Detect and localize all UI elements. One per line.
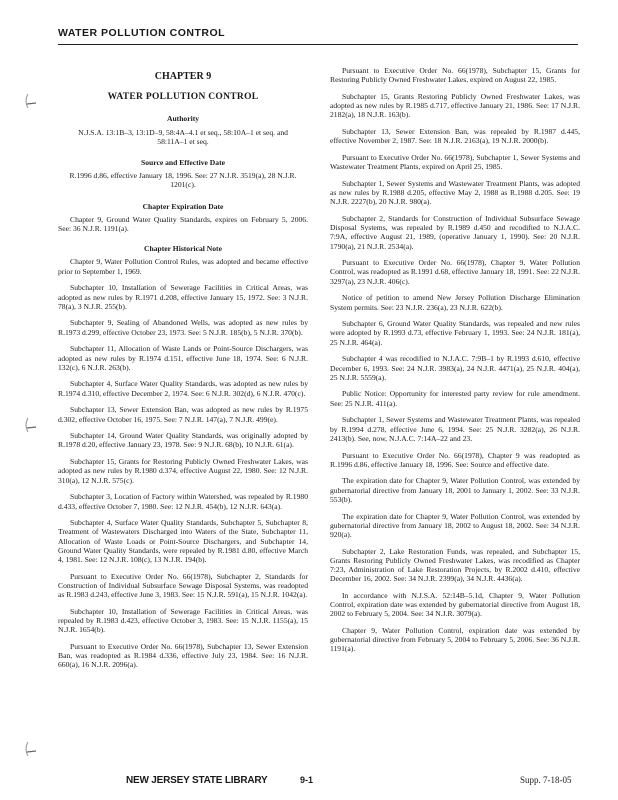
history-entry: Public Notice: Opportunity for interested party review for rule amendment. See: 25 N.J.R. 411(a). — [330, 389, 580, 408]
history-entry: Subchapter 3, Location of Factory within Watershed, was repealed by R.1980 d.433, effective October 7, 1980. See: 12 N.J.R. 454(b), 12 N.J.R. 643(a). — [58, 492, 308, 511]
history-entry: Subchapter 1, Sewer Systems and Wastewater Treatment Plants, was repealed by R.1994 d.278, effective June 6, 1994. See: 25 N.J.R. 3282(a), 26 N.J.R. 2413(b). See, now, N.J.A.C. 7:14A–22 and 23. — [330, 415, 580, 443]
history-entry: Notice of petition to amend New Jersey Pollution Discharge Elimination System permits. See: 23 N.J.R. 236(a), 23 N.J.R. 622(b). — [330, 293, 580, 312]
history-entry: Pursuant to Executive Order No. 66(1978), Subchapter 1, Sewer Systems and Wastewater Treatment Plants, expired on April 25, 1985. — [330, 152, 580, 172]
right-column — [330, 66, 580, 661]
history-entry: Subchapter 14, Ground Water Quality Standards, was originally adopted by R.1978 d.20, effective January 23, 1978. See: 9 N.J.R. 68(b), 10 N.J.R. 61(a). — [58, 431, 308, 450]
history-entry: Subchapter 13, Sewer Extension Ban, was repealed by R.1987 d.445, effective November 2, 1987. See: 18 N.J.R. 2163(a), 19 N.J.R. 2000(b). — [330, 127, 580, 146]
history-entry: Chapter 9, Water Pollution Control, expiration date was extended by gubernatorial directive from February 5, 2004 to February 5, 2006. See: 36 N.J.R. 1191(a). — [330, 626, 580, 654]
expiration-heading: Chapter Expiration Date — [142, 201, 224, 211]
chapter-title: WATER POLLUTION CONTROL — [107, 92, 259, 103]
library-stamp: NEW JERSEY STATE LIBRARY — [126, 775, 268, 786]
history-entry: Pursuant to Executive Order No. 66(1978), Chapter 9 was readopted as R.1996 d.86, effective January 18, 1996. See: Source and effective date. — [330, 450, 580, 469]
source-heading: Source and Effective Date — [140, 158, 225, 168]
history-entry: Subchapter 9, Sealing of Abandoned Wells, was adopted as new rules by R.1973 d.299, effective October 23, 1973. See: 5 N.J.R. 185(b), 5 N.J.R. 370(b). — [58, 318, 308, 337]
history-entry: Subchapter 11, Allocation of Waste Lands or Point-Source Dischargers, was adopted as new rules by R.1974 d.151, effective June 18, 1974. See: 6 N.J.R. 132(c), 6 N.J.R. 263(b). — [58, 344, 308, 372]
history-entry: Subchapter 15, Grants Restoring Publicly Owned Freshwater Lakes, was adopted as new rules by R.1985 d.717, effective January 21, 1986. See: 17 N.J.R. 2182(a), 18 N.J.R. 163(b). — [330, 91, 580, 120]
history-entry: Pursuant to Executive Order No. 66(1978), Subchapter 15, Grants for Restoring Publicly Owned Freshwater Lakes, expired on August 22, 1985. — [330, 66, 580, 85]
punch-hole-mark-middle — [22, 416, 40, 434]
punch-hole-mark-top — [22, 92, 40, 110]
history-entry: Subchapter 10, Installation of Sewerage Facilities in Critical Areas, was adopted as new rules by R.1971 d.208, effective January 15, 1972. See: 3 N.J.R. 78(a), 3 N.J.R. 255(b). — [58, 283, 308, 311]
history-entry: Subchapter 13, Sewer Extension Ban, was adopted as new rules by R.1975 d.302, effective October 16, 1975. See: 7 N.J.R. 147(a), 7 N.J.R. 499(e). — [58, 405, 308, 424]
history-entry: Pursuant to Executive Order No. 66(1978), Subchapter 2, Standards for Construction of Individual Subsurface Sewage Disposal Systems, was readopted as R.1983 d.243, effective June 3, 1983. See: 15 N.J.R. 591(a), 15 N.J.R. 1042(a). — [58, 571, 308, 600]
history-entry: The expiration date for Chapter 9, Water Pollution Control, was extended by gubernatorial directive from January 18, 2001 to January 1, 2002. See: 33 N.J.R. 553(b). — [330, 476, 580, 504]
page-number: 9-1 — [300, 775, 314, 785]
authority-text: N.J.S.A. 13:1B–3, 13:1D–9, 58:4A–4.1 et seq., 58:10A–1 et seq. and 58:11A–1 et seq. — [78, 127, 288, 146]
expiration-text: Chapter 9, Ground Water Quality Standards, expires on February 5, 2006. See: 36 N.J.R. 1191(a). — [58, 214, 308, 234]
history-entry: Chapter 9, Water Pollution Control Rules, was adopted and became effective prior to September 1, 1969. — [58, 257, 308, 276]
chapter-label: CHAPTER 9 — [154, 71, 212, 82]
punch-hole-mark-bottom — [22, 740, 40, 758]
history-entry: Subchapter 2, Lake Restoration Funds, was repealed, and Subchapter 15, Grants Restoring Publicly Owned Freshwater Lakes, was recodified as Chapter 7:23, Administration of Lake Restoration Projects, by R.2002 d.410, effective December 16, 2002. See: 34 N.J.R. 2399(a), 34 N.J.R. 4436(a). — [330, 546, 580, 584]
running-head: WATER POLLUTION CONTROL — [58, 27, 226, 39]
history-entry: Subchapter 4, Surface Water Quality Standards, Subchapter 5, Subchapter 8, Treatment of Wastewaters Discharged into Waters of the State, Subchapter 11, Allocation of Waste Loads or Point-Source Dischargers, and Subchapter 14, Ground Water Quality Standards, were repealed by R.1981 d.80, effective March 4, 1981. See: 12 N.J.R. 108(c), 13 N.J.R. 194(b). — [58, 518, 308, 565]
history-left-list — [58, 257, 308, 669]
history-entry: Subchapter 4 was recodified to N.J.A.C. 7:9B–1 by R.1993 d.610, effective December 6, 1993. See: 24 N.J.R. 3983(a), 24 N.J.R. 4471(a), 25 N.J.R. 404(a), 25 N.J.R. 5559(a). — [330, 354, 580, 382]
supplement-date: Supp. 7-18-05 — [520, 775, 572, 785]
authority-heading: Authority — [166, 114, 200, 124]
history-entry: Subchapter 15, Grants for Restoring Publicly Owned Freshwater Lakes, was adopted as new rules by R.1980 d.374, effective August 22, 1980. See: 12 N.J.R. 310(a), 12 N.J.R. 575(c). — [58, 457, 308, 485]
source-text: R.1996 d.86, effective January 18, 1996. See: 27 N.J.R. 3519(a), 28 N.J.R. 1201(c). — [69, 171, 297, 190]
history-entry: Subchapter 10, Installation of Sewerage Facilities in Critical Areas, was repealed by R.1983 d.423, effective October 3, 1983. See: 15 N.J.R. 1155(a), 15 N.J.R. 1654(b). — [58, 606, 308, 635]
history-heading: Chapter Historical Note — [144, 244, 222, 254]
history-entry: Pursuant to Executive Order No. 66(1978), Chapter 9, Water Pollution Control, was readopted as R.1991 d.68, effective January 18, 1991. See: 22 N.J.R. 3297(a), 23 N.J.R. 406(c). — [330, 258, 580, 286]
history-entry: The expiration date for Chapter 9, Water Pollution Control, was extended by gubernatorial directive from January 18, 2002 to August 18, 2002. See: 34 N.J.R. 920(a). — [330, 511, 580, 539]
history-entry: Pursuant to Executive Order No. 66(1978), Subchapter 13, Sewer Extension Ban, was readopted as R.1984 d.336, effective July 23, 1984. See: 16 N.J.R. 660(a), 16 N.J.R. 2096(a). — [58, 641, 308, 670]
history-entry: Subchapter 4, Surface Water Quality Standards, was adopted as new rules by R.1974 d.310, effective December 2, 1974. See: 6 N.J.R. 302(d), 6 N.J.R. 470(c). — [58, 379, 308, 398]
history-entry: Subchapter 1, Sewer Systems and Wastewater Treatment Plants, was adopted as new rules by R.1988 d.205, effective May 2, 1988 as R.1988 d.205. See: 19 N.J.R. 2227(b), 20 N.J.R. 980(a). — [330, 178, 580, 207]
left-column — [58, 66, 308, 677]
history-right-list — [330, 66, 580, 654]
history-entry: Subchapter 2, Standards for Construction of Individual Subsurface Sewage Disposal Systems, was repealed by R.1989 d.450 and recodified to N.J.A.C. 7:9A, effective August 21, 1989, (operative January 1, 1990). See: 20 N.J.R. 1790(a), 21 N.J.R. 2534(a). — [330, 213, 580, 251]
history-entry: Subchapter 6, Ground Water Quality Standards, was repealed and new rules were adopted by R.1993 d.73, effective February 1, 1993. See: 24 N.J.R. 181(a), 25 N.J.R. 464(a). — [330, 319, 580, 347]
history-entry: In accordance with N.J.S.A. 52:14B–5.1d, Chapter 9, Water Pollution Control, expiration date was extended by gubernatorial directive from August 18, 2002 to February 5, 2004. See: 34 N.J.R. 3079(a). — [330, 590, 580, 619]
header-rule — [58, 44, 578, 45]
